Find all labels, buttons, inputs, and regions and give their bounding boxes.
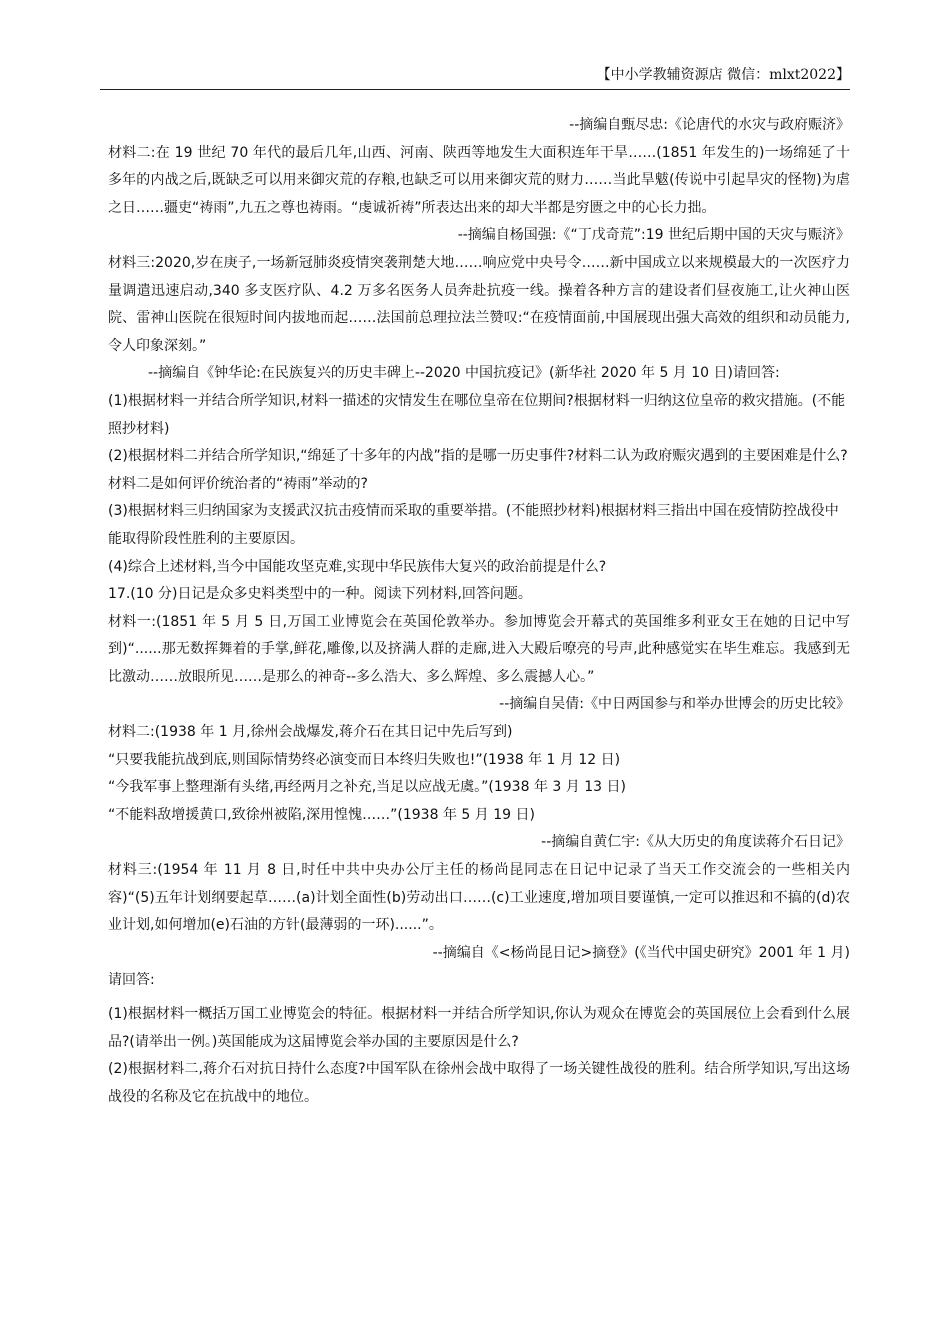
source-citation-6: --摘编自《<杨尚昆日记>摘登》(《当代中国史研究》2001 年 1 月) [432,944,850,961]
question-3: (3)根据材料三归纳国家为支援武汉抗击疫情而采取的重要举措。(不能照抄材料)根据材料三指出中国在疫情防控战役中能取得阶段性胜利的主要原因。 [108,503,839,547]
question-4: (4)综合上述材料,当今中国能攻坚克难,实现中华民族伟大复兴的政治前提是什么? [108,558,607,575]
q17-material-2-intro: 材料二:(1938 年 1 月,徐州会战爆发,蒋介石在其日记中先后写到) [108,724,513,741]
page-header: 【中小学教辅资源店 微信：mlxt2022】 [596,67,850,83]
material-2: 材料二:在 19 世纪 70 年代的最后几年,山西、河南、陕西等地发生大面积连年干旱……(1851 年发生的)一场绵延了十多年的内战之后,既缺乏可以用来御灾荒的存粮,也缺乏可以用来御灾荒的财力……当此旱魃(传说中引起旱灾的怪物)为虐之日……疆吏“祷雨”,九五之尊也祷雨。“虔诚祈祷”所表达出来的却大半都是穷匮之中的心长力拙。 [108,144,850,216]
diary-quote-2: “今我军事上整理渐有头绪,再经两月之补充,当足以应战无虞。”(1938 年 3 月 13 日) [108,779,626,796]
header-rule [100,89,850,90]
source-citation-3: --摘编自《钟华论:在民族复兴的历史丰碑上--2020 中国抗疫记》(新华社 2020 年 5 月 10 日)请回答: [148,365,780,382]
diary-quote-3: “不能料敌增援黄口,致徐州被陷,深用惶愧……”(1938 年 5 月 19 日) [108,806,535,823]
q17-question-2: (2)根据材料二,蒋介石对抗日持什么态度?中国军队在徐州会战中取得了一场关键性战役的胜利。结合所学知识,写出这场战役的名称及它在抗战中的地位。 [108,1061,850,1105]
q17-material-1: 材料一:(1851 年 5 月 5 日,万国工业博览会在英国伦敦举办。参加博览会开幕式的英国维多利亚女王在她的日记中写到)“......那无数挥舞着的手掌,鲜花,雕像,以及挤满人群的走廊,进入大殿后嘹亮的号声,此种感觉实在毕生难忘。我感到无比激动……放眼所见……是那么的神奇--多么浩大、多么辉煌、多么震撼人心。” [108,613,850,685]
source-citation-2: --摘编自杨国强:《“丁戊奇荒”:19 世纪后期中国的天灾与赈济》 [457,227,850,244]
q17-question-1: (1)根据材料一概括万国工业博览会的特征。根据材料一并结合所学知识,你认为观众在博览会的英国展位上会看到什么展品?(请举出一例。)英国能成为这届博览会举办国的主要原因是什么? [108,1006,850,1050]
question-2: (2)根据材料二并结合所学知识,“绵延了十多年的内战”指的是哪一历史事件?材料二认为政府赈灾遇到的主要困难是什么?材料二是如何评价统治者的“祷雨”举动的? [108,448,848,492]
source-citation-1: --摘编自甄尽忠:《论唐代的水灾与政府赈济》 [569,117,850,133]
source-citation-4: --摘编自吴倩:《中日两国参与和举办世博会的历史比较》 [499,696,850,713]
document-body [108,112,850,1111]
question-1: (1)根据材料一并结合所学知识,材料一描述的灾情发生在哪位皇帝在位期间?根据材料一归纳这位皇帝的救灾措施。(不能照抄材料) [108,392,846,437]
material-3: 材料三:2020,岁在庚子,一场新冠肺炎疫情突袭荆楚大地……响应党中央号令……新中国成立以来规模最大的一次医疗力量调遣迅速启动,340 多支医疗队、4.2 万多名医务人员奔赴抗疫一线。操着各种方言的建设者们昼夜施工,让火神山医院、雷神山医院在很短时间内拔地而起……法国前总理拉法兰赞叹:“在疫情面前,中国展现出强大高效的组织和动员能力,令人印象深刻。” [108,254,850,354]
q17-material-3: 材料三:(1954 年 11 月 8 日,时任中共中央办公厅主任的杨尚昆同志在日记中记录了当天工作交流会的一些相关内容)“(5)五年计划纲要起草……(a)计划全面性(b)劳动出口……(c)工业速度,增加项目要谨慎,一定可以推迟和不搞的(d)农业计划,如何增加(e)石油的方针(最薄弱的一环)......”。 [108,862,850,934]
diary-quote-1: “只要我能抗战到底,则国际情势终必演变而日本终归失败也!”(1938 年 1 月 12 日) [108,751,621,768]
answer-prompt: 请回答: [108,972,155,989]
source-citation-5: --摘编自黄仁宇:《从大历史的角度读蒋介石日记》 [541,834,850,851]
question-17-title: 17.(10 分)日记是众多史料类型中的一种。阅读下列材料,回答问题。 [108,586,532,603]
